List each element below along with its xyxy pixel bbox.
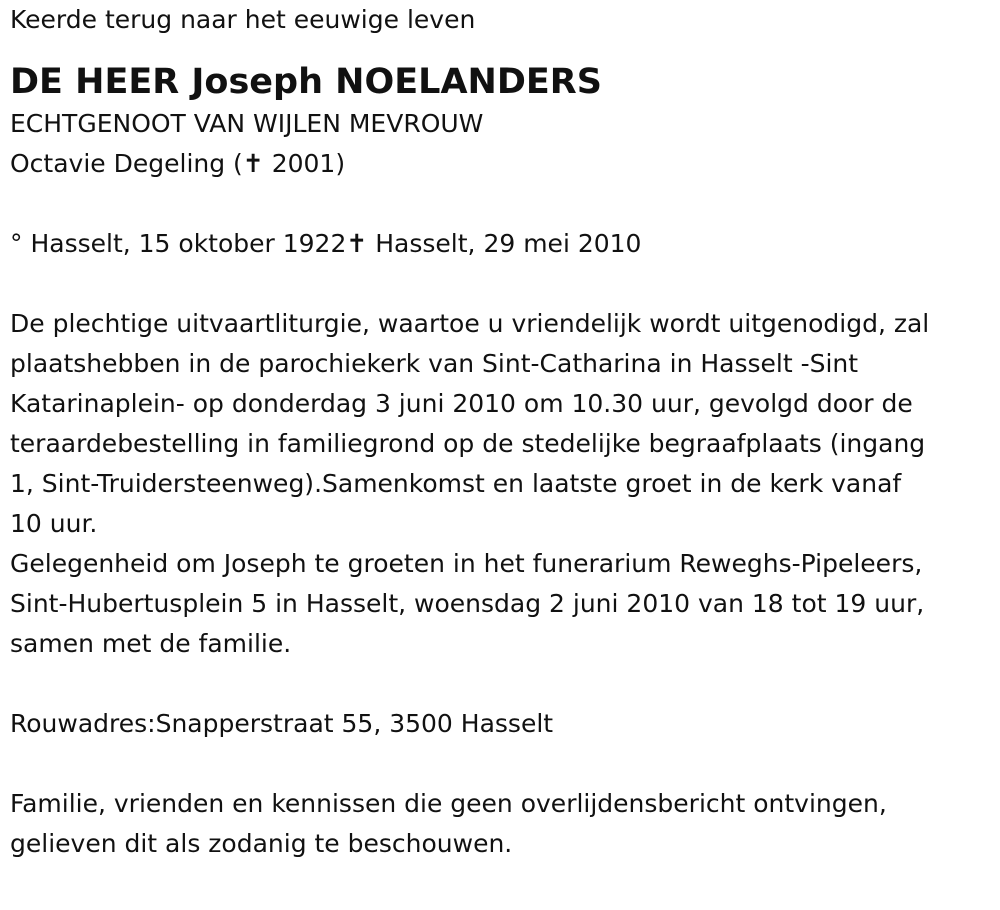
- closing-line: gelieven dit als zodanig te beschouwen.: [10, 829, 513, 858]
- funeral-line: 10 uur.: [10, 509, 98, 538]
- visitation-line: samen met de familie.: [10, 629, 292, 658]
- visitation-paragraph: [10, 544, 995, 664]
- mourning-address: Rouwadres:Snapperstraat 55, 3500 Hasselt: [10, 709, 554, 738]
- spouse-title: ECHTGENOOT VAN WIJLEN MEVROUW: [10, 109, 484, 138]
- funeral-line: De plechtige uitvaartliturgie, waartoe u vriendelijk wordt uitgenodigd, zal: [10, 309, 930, 338]
- closing-paragraph: [10, 784, 995, 864]
- obituary-notice: [10, 0, 995, 864]
- funeral-line: plaatshebben in de parochiekerk van Sint-Catharina in Hasselt -Sint: [10, 349, 859, 378]
- funeral-line: 1, Sint-Truidersteenweg).Samenkomst en laatste groet in de kerk vanaf: [10, 469, 902, 498]
- closing-line: Familie, vrienden en kennissen die geen overlijdensbericht ontvingen,: [10, 789, 887, 818]
- visitation-line: Sint-Hubertusplein 5 in Hasselt, woensdag 2 juni 2010 van 18 tot 19 uur,: [10, 589, 925, 618]
- spouse-name: Octavie Degeling (✝ 2001): [10, 149, 346, 178]
- funeral-line: Katarinaplein- op donderdag 3 juni 2010 om 10.30 uur, gevolgd door de: [10, 389, 913, 418]
- spacer: [10, 664, 995, 704]
- funeral-line: teraardebestelling in familiegrond op de stedelijke begraafplaats (ingang: [10, 429, 926, 458]
- funeral-paragraph: [10, 304, 995, 544]
- birth-death-dates: ° Hasselt, 15 oktober 1922✝ Hasselt, 29 mei 2010: [10, 229, 642, 258]
- spacer: [10, 184, 995, 224]
- intro-text: Keerde terug naar het eeuwige leven: [10, 5, 476, 34]
- spacer: [10, 264, 995, 304]
- visitation-line: Gelegenheid om Joseph te groeten in het funerarium Reweghs-Pipeleers,: [10, 549, 923, 578]
- deceased-name: DE HEER Joseph NOELANDERS: [10, 62, 602, 102]
- spacer: [10, 744, 995, 784]
